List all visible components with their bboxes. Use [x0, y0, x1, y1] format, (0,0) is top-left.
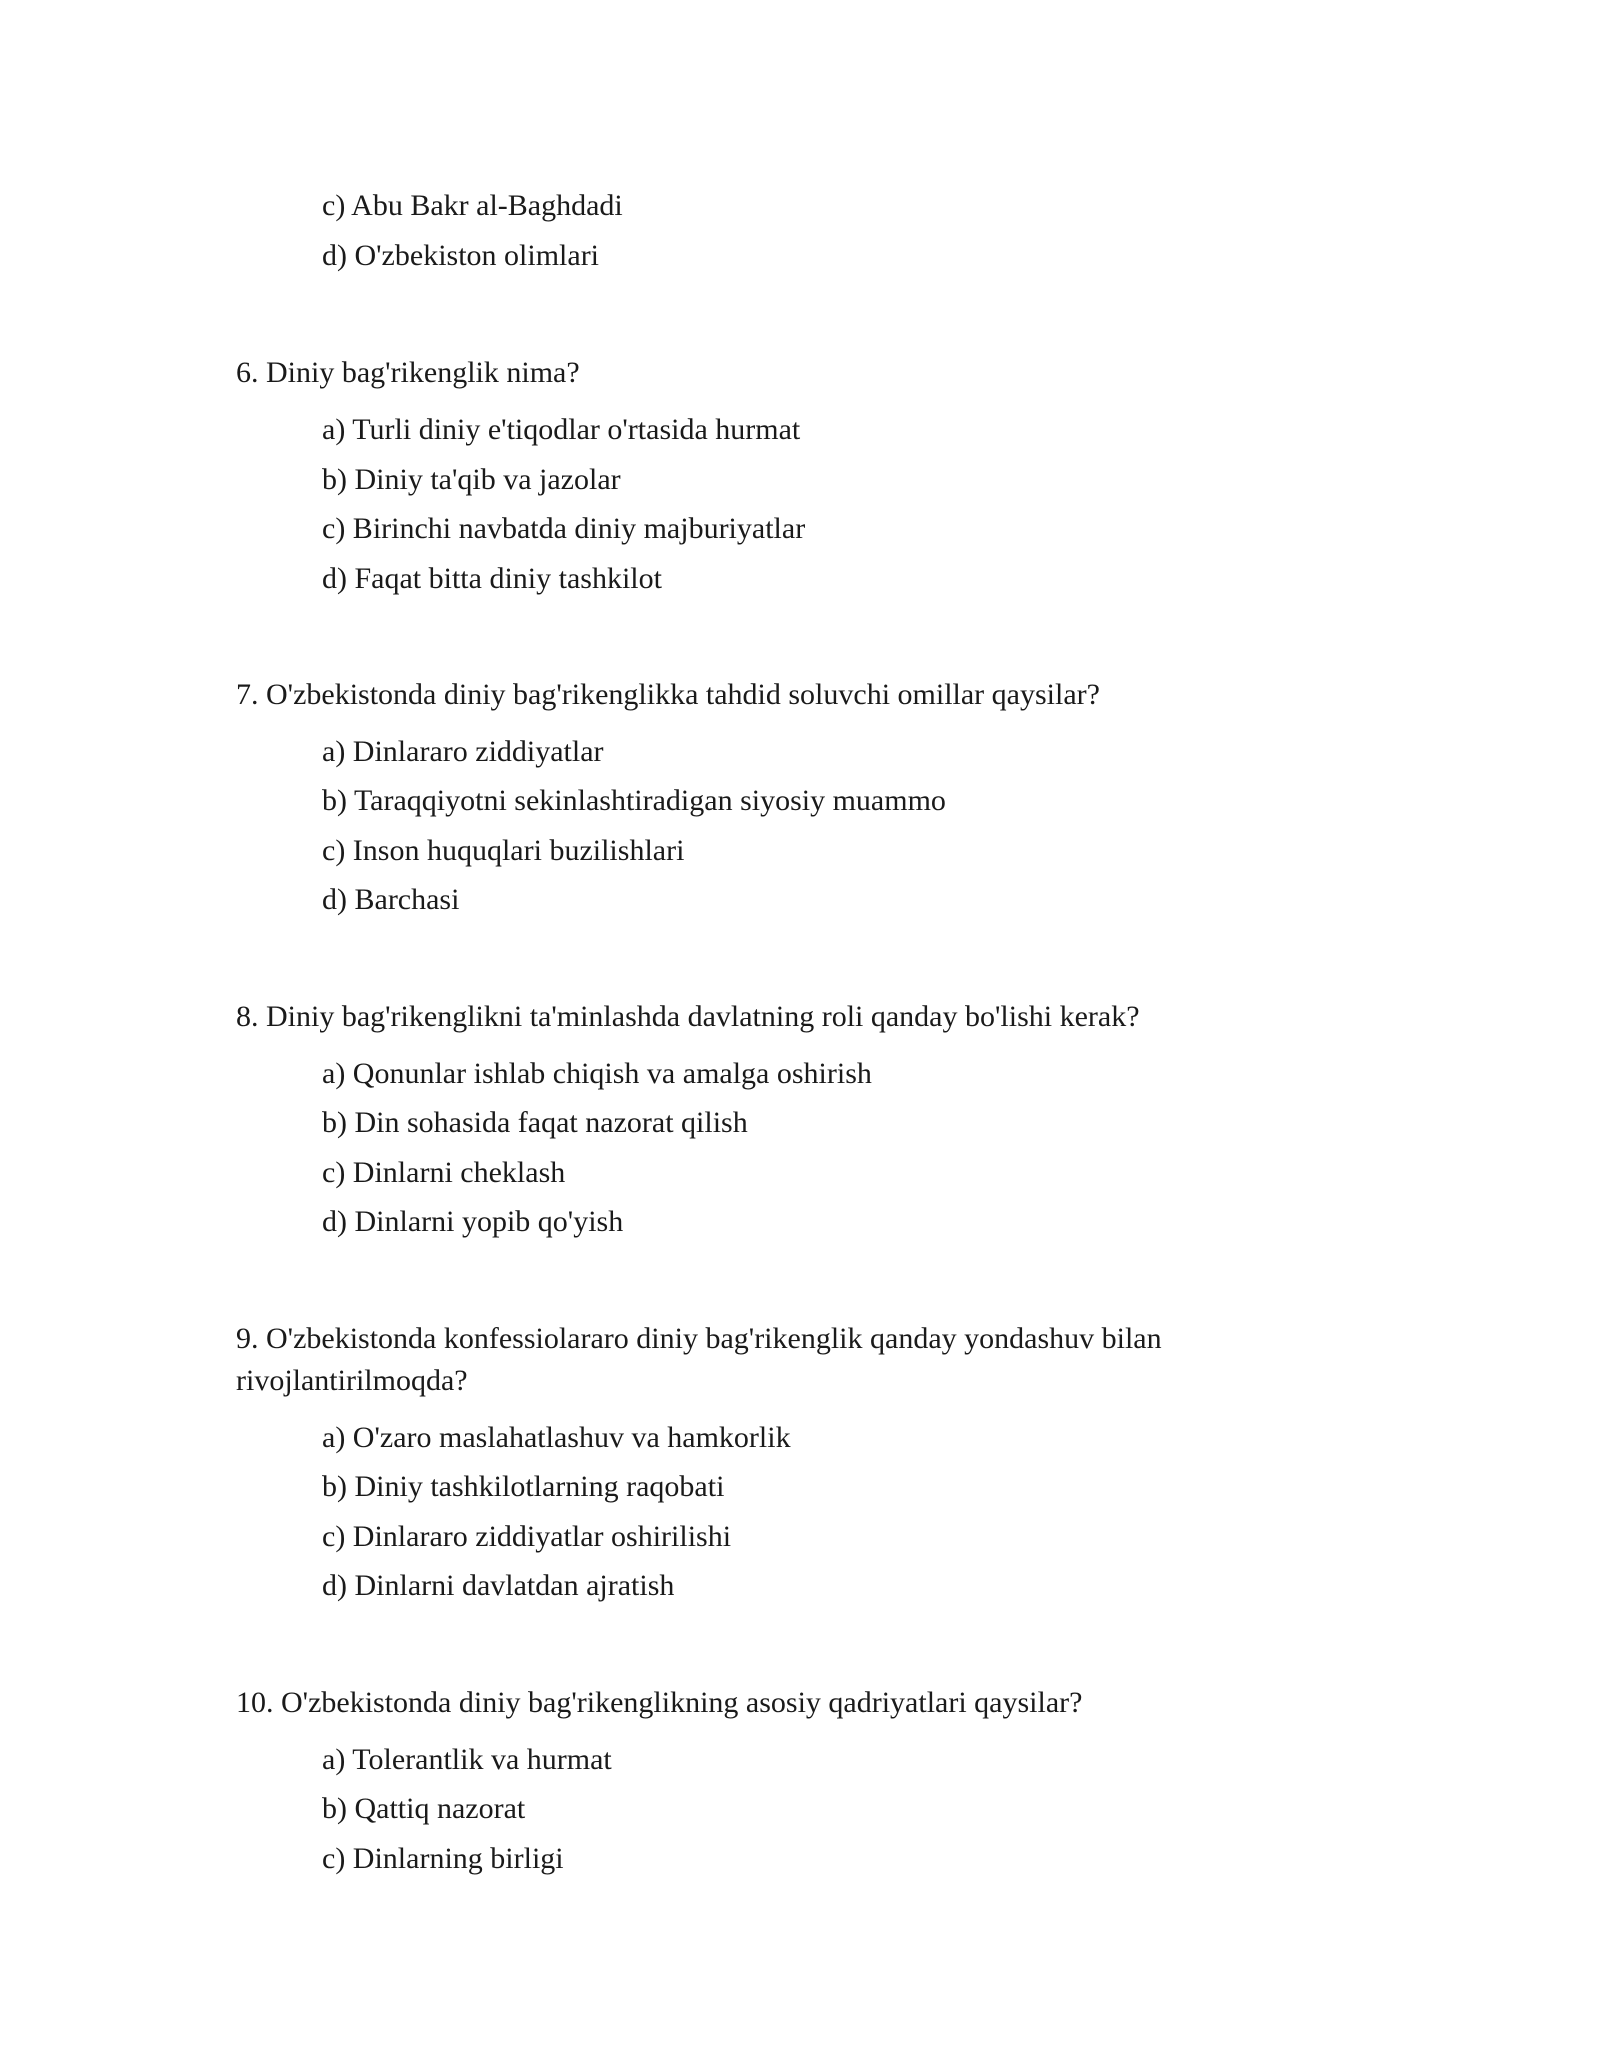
question-8-option-a: a) Qonunlar ishlab chiqish va amalga oshirish: [322, 1057, 872, 1090]
question-10-option-c: c) Dinlarning birligi: [322, 1842, 564, 1875]
question-5-option-d: d) O'zbekiston olimlari: [322, 239, 600, 272]
question-7-option-d: d) Barchasi: [322, 883, 460, 916]
question-9-option-a: a) O'zaro maslahatlashuv va hamkorlik: [322, 1421, 791, 1454]
question-9-text-line-2: rivojlantirilmoqda?: [236, 1364, 468, 1397]
question-9-option-d: d) Dinlarni davlatdan ajratish: [322, 1569, 675, 1602]
question-7-option-c: c) Inson huquqlari buzilishlari: [322, 834, 685, 867]
question-5-option-c: c) Abu Bakr al-Baghdadi: [322, 189, 623, 222]
question-8-option-b: b) Din sohasida faqat nazorat qilish: [322, 1106, 748, 1139]
question-10-text: 10. O'zbekistonda diniy bag'rikenglikning asosiy qadriyatlari qaysilar?: [236, 1686, 1083, 1719]
question-8-option-d: d) Dinlarni yopib qo'yish: [322, 1205, 624, 1238]
question-6-option-d: d) Faqat bitta diniy tashkilot: [322, 562, 662, 595]
question-9-text-line-1: 9. O'zbekistonda konfessiolararo diniy bag'rikenglik qanday yondashuv bilan: [236, 1322, 1162, 1355]
question-6-option-c: c) Birinchi navbatda diniy majburiyatlar: [322, 512, 806, 545]
question-7-option-b: b) Taraqqiyotni sekinlashtiradigan siyosiy muammo: [322, 784, 946, 817]
question-6-option-a: a) Turli diniy e'tiqodlar o'rtasida hurmat: [322, 413, 801, 446]
question-8-text: 8. Diniy bag'rikenglikni ta'minlashda davlatning roli qanday bo'lishi kerak?: [236, 1000, 1140, 1033]
question-10-option-a: a) Tolerantlik va hurmat: [322, 1743, 612, 1776]
question-6-text: 6. Diniy bag'rikenglik nima?: [236, 356, 580, 389]
question-6-option-b: b) Diniy ta'qib va jazolar: [322, 463, 621, 496]
question-9-option-c: c) Dinlararo ziddiyatlar oshirilishi: [322, 1520, 732, 1553]
question-7-option-a: a) Dinlararo ziddiyatlar: [322, 735, 604, 768]
question-7-text: 7. O'zbekistonda diniy bag'rikenglikka tahdid soluvchi omillar qaysilar?: [236, 678, 1100, 711]
question-10-option-b: b) Qattiq nazorat: [322, 1792, 526, 1825]
question-9-option-b: b) Diniy tashkilotlarning raqobati: [322, 1470, 725, 1503]
question-8-option-c: c) Dinlarni cheklash: [322, 1156, 566, 1189]
